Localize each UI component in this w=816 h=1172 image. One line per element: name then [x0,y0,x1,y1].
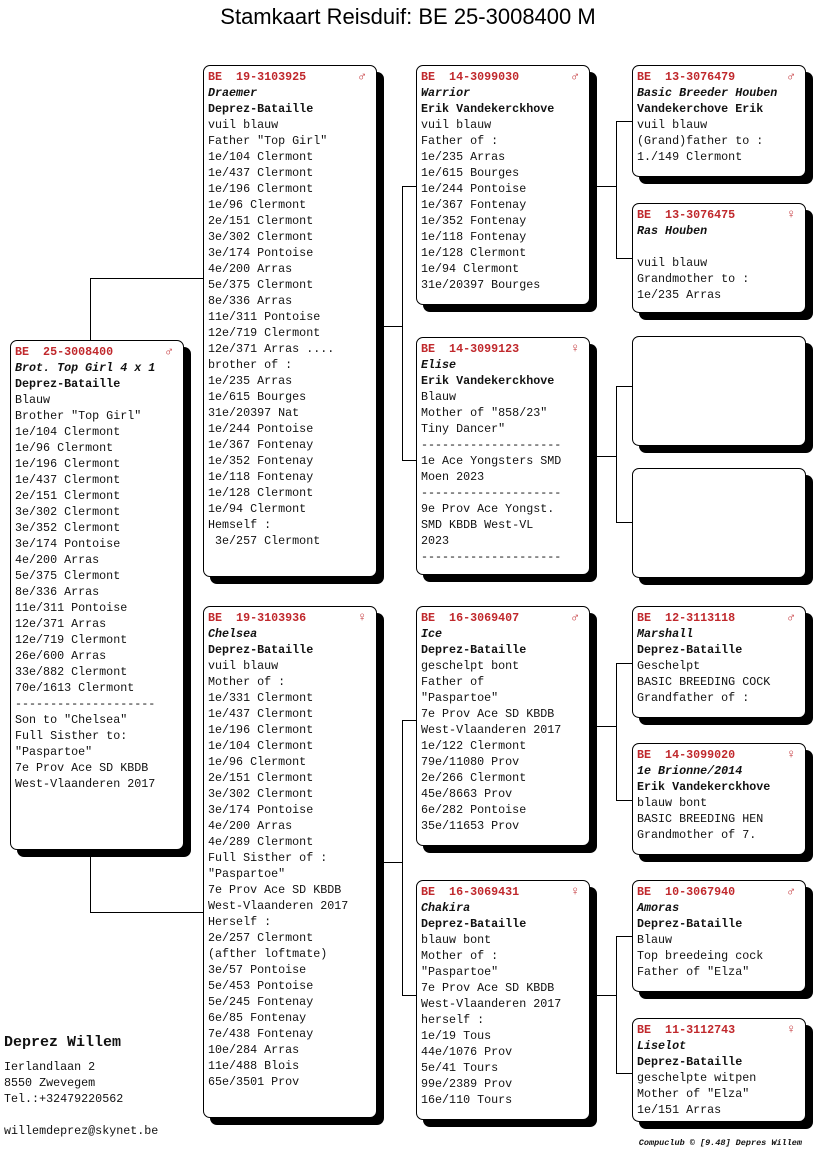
pigeon-card[interactable] [632,468,806,578]
pigeon-owner: Erik Vandekerckhove [421,102,555,116]
info-line: (Grand)father to : [637,134,764,148]
connector [616,936,632,937]
info-line: Mother of "Elza" [637,1087,750,1101]
info-line: 79e/11080 Prov [421,755,520,769]
info-line: BASIC BREEDING COCK [637,675,771,689]
info-line: 11e/311 Pontoise [15,601,128,615]
pigeon-owner: Erik Vandekerckhove [421,374,555,388]
info-line: 3e/302 Clermont [208,787,314,801]
info-line: 16e/110 Tours [421,1093,513,1107]
info-line: 3e/302 Clermont [15,505,121,519]
info-line: blauw bont [421,933,492,947]
connector [616,522,632,523]
connector [616,386,632,387]
info-line: Tiny Dancer" [421,422,506,436]
info-line: Moen 2023 [421,470,485,484]
pigeon-card[interactable] [632,203,806,313]
female-symbol-icon: ♀ [571,884,579,899]
info-line: 65e/3501 Prov [208,1075,300,1089]
female-symbol-icon: ♀ [571,341,579,356]
info-line: "Paspartoe" [15,745,93,759]
info-line: 1e/151 Arras [637,1103,722,1117]
connector [616,386,617,523]
info-line: 4e/200 Arras [208,819,293,833]
info-line: 1./149 Clermont [637,150,743,164]
connector [90,278,91,340]
pigeon-card[interactable] [10,340,184,850]
info-line: Grandmother to : [637,272,750,286]
pigeon-card[interactable] [416,606,590,846]
info-line: 1e/122 Clermont [421,739,527,753]
connector [402,186,403,461]
ring-number-row [208,69,372,85]
ring-number: BE 14-3099030 [421,70,520,84]
info-line: -------------------- [15,697,156,711]
info-line: 3e/352 Clermont [15,521,121,535]
info-line: West-Vlaanderen 2017 [15,777,156,791]
info-line: "Paspartoe" [208,867,286,881]
info-line: 6e/282 Pontoise [421,803,527,817]
info-line: 2e/151 Clermont [208,771,314,785]
info-line: 1e/96 Clermont [15,441,114,455]
info-line: 1e/118 Fontenay [208,470,314,484]
ring-number: BE 13-3076479 [637,70,736,84]
info-line: brother of : [208,358,293,372]
pigeon-name: Ras Houben [637,224,708,238]
ring-number: BE 14-3099020 [637,748,736,762]
connector [616,121,632,122]
info-line: Geschelpt [637,659,701,673]
pigeon-name: Amoras [637,901,680,915]
info-line: vuil blauw [421,118,492,132]
info-line: vuil blauw [637,118,708,132]
info-line: 1e/437 Clermont [208,166,314,180]
info-line: 7e Prov Ace SD KBDB [421,707,555,721]
info-line: 3e/174 Pontoise [208,803,314,817]
connector [616,121,617,259]
info-line: "Paspartoe" [421,691,499,705]
pigeon-owner: Deprez-Bataille [637,1055,743,1069]
info-line: -------------------- [421,550,562,564]
info-line: -------------------- [421,486,562,500]
pigeon-owner [637,239,801,255]
info-line: 1e/615 Bourges [208,390,307,404]
info-line: 7e Prov Ace SD KBDB [15,761,149,775]
info-line: 1e/235 Arras [421,150,506,164]
pigeon-card[interactable] [203,606,377,1118]
ring-number-row [637,610,801,626]
connector [616,663,632,664]
connector [402,186,416,187]
info-line: 1e/244 Pontoise [208,422,314,436]
info-line: 1e/128 Clermont [421,246,527,260]
info-line: 12e/371 Arras .... [208,342,335,356]
info-line: 7e/438 Fontenay [208,1027,314,1041]
info-line: Son to "Chelsea" [15,713,128,727]
info-line: West-Vlaanderen 2017 [421,997,562,1011]
info-line: 1e/94 Clermont [208,502,307,516]
connector [377,326,402,327]
pigeon-name: Elise [421,358,457,372]
male-symbol-icon: ♂ [165,344,173,359]
pigeon-owner: Deprez-Bataille [637,643,743,657]
info-line: Top breedeing cock [637,949,764,963]
info-line: 2e/151 Clermont [15,489,121,503]
pigeon-card[interactable] [632,880,806,992]
info-line: Blauw [15,393,51,407]
info-line: 2e/266 Clermont [421,771,527,785]
info-line: 7e Prov Ace SD KBDB [421,981,555,995]
info-line: 26e/600 Arras [15,649,107,663]
info-line: 1e/352 Fontenay [208,454,314,468]
info-line: Father of [421,675,485,689]
connector [616,800,632,801]
ring-number: BE 19-3103936 [208,611,307,625]
pigeon-owner: Deprez-Bataille [421,643,527,657]
info-line: 7e Prov Ace SD KBDB [208,883,342,897]
connector [90,278,203,279]
ring-number-row [637,1022,801,1038]
info-line: 1e/367 Fontenay [208,438,314,452]
info-line: 5e/41 Tours [421,1061,499,1075]
female-symbol-icon: ♀ [358,610,366,625]
ring-number-row [421,884,585,900]
page-title: Stamkaart Reisduif: BE 25-3008400 M [220,4,596,29]
connector [590,995,616,996]
info-line: 1e/96 Clermont [208,198,307,212]
pigeon-card[interactable] [632,743,806,855]
info-line: 2023 [421,534,450,548]
info-line: 3e/174 Pontoise [208,246,314,260]
connector [402,720,403,996]
info-line: 1e/352 Fontenay [421,214,527,228]
male-symbol-icon: ♂ [787,69,795,84]
info-line: 45e/8663 Prov [421,787,513,801]
female-symbol-icon: ♀ [787,747,795,762]
info-line: 1e/244 Pontoise [421,182,527,196]
info-line: blauw bont [637,796,708,810]
info-line: 9e Prov Ace Yongst. [421,502,555,516]
info-line: 1e/235 Arras [208,374,293,388]
info-line: 31e/20397 Nat [208,406,300,420]
ring-number-row [208,610,372,626]
info-line: 11e/311 Pontoise [208,310,321,324]
info-line: herself : [421,1013,485,1027]
info-line: (afther loftmate) [208,947,328,961]
info-line: 1e/19 Tous [421,1029,492,1043]
connector [616,936,617,1074]
info-line: 1e/96 Clermont [208,755,307,769]
breeder-phone: Tel.:+32479220562 [4,1092,124,1106]
info-line: 6e/85 Fontenay [208,1011,307,1025]
info-line: 3e/257 Clermont [208,534,321,548]
breeder-name: Deprez Willem [4,1034,122,1051]
info-line: 12e/719 Clermont [208,326,321,340]
info-line: BASIC BREEDING HEN [637,812,764,826]
info-line: Full Sisther of : [208,851,328,865]
info-line: 3e/57 Pontoise [208,963,307,977]
pigeon-name: Warrior [421,86,471,100]
pigeon-owner: Erik Vandekerckhove [637,780,771,794]
info-line: 1e/104 Clermont [15,425,121,439]
info-line: Hemself : [208,518,272,532]
pigeon-owner: Deprez-Bataille [421,917,527,931]
pigeon-owner: Vandekerchove Erik [637,102,764,116]
pigeon-owner: Deprez-Bataille [208,643,314,657]
pigeon-owner: Deprez-Bataille [15,377,121,391]
info-line: 12e/371 Arras [15,617,107,631]
connector [402,995,416,996]
ring-number: BE 16-3069407 [421,611,520,625]
info-line: Father of "Elza" [637,965,750,979]
pigeon-name: Chelsea [208,627,258,641]
info-line: Father of : [421,134,499,148]
ring-number: BE 11-3112743 [637,1023,736,1037]
ring-number-row [637,69,801,85]
info-line: 10e/284 Arras [208,1043,300,1057]
info-line: Mother of "858/23" [421,406,548,420]
info-line: 1e/235 Arras [637,288,722,302]
ring-number-row [421,341,585,357]
male-symbol-icon: ♂ [571,69,579,84]
info-line: vuil blauw [208,659,279,673]
connector [590,456,616,457]
info-line: vuil blauw [637,256,708,270]
ring-number: BE 16-3069431 [421,885,520,899]
info-line: 5e/453 Pontoise [208,979,314,993]
ring-number-row [637,207,801,223]
connector [590,726,616,727]
female-symbol-icon: ♀ [787,207,795,222]
pigeon-name: Chakira [421,901,471,915]
info-line: 1e/331 Clermont [208,691,314,705]
info-line: West-Vlaanderen 2017 [421,723,562,737]
info-line: Grandmother of 7. [637,828,757,842]
pigeon-card[interactable] [416,337,590,575]
info-line: 1e/104 Clermont [208,739,314,753]
pigeon-name: Basic Breeder Houben [637,86,778,100]
software-credit: Compuclub © [9.48] Depres Willem [638,1138,802,1148]
ring-number-row [15,344,179,360]
pigeon-name: Brot. Top Girl 4 x 1 [15,361,156,375]
info-line: 35e/11653 Prov [421,819,520,833]
info-line: 1e/94 Clermont [421,262,520,276]
info-line: 1e/196 Clermont [15,457,121,471]
male-symbol-icon: ♂ [358,69,366,84]
info-line: 1e/104 Clermont [208,150,314,164]
info-line: 1e/437 Clermont [15,473,121,487]
info-line: Full Sisther to: [15,729,128,743]
info-line: Grandfather of : [637,691,750,705]
info-line: 8e/336 Arras [15,585,100,599]
info-line: 4e/200 Arras [15,553,100,567]
info-line: 1e Ace Yongsters SMD [421,454,562,468]
info-line: 5e/375 Clermont [15,569,121,583]
ring-number: BE 25-3008400 [15,345,114,359]
info-line: Mother of : [421,949,499,963]
info-line: 11e/488 Blois [208,1059,300,1073]
info-line: 3e/174 Pontoise [15,537,121,551]
connector [90,912,203,913]
ring-number: BE 19-3103925 [208,70,307,84]
connector [616,258,632,259]
info-line: 44e/1076 Prov [421,1045,513,1059]
info-line: 12e/719 Clermont [15,633,128,647]
info-line: 4e/200 Arras [208,262,293,276]
pigeon-owner: Deprez-Bataille [637,917,743,931]
info-line: 2e/257 Clermont [208,931,314,945]
pigeon-card[interactable] [416,880,590,1120]
pigeon-owner: Deprez-Bataille [208,102,314,116]
pigeon-name: Draemer [208,86,258,100]
breeder-city: 8550 Zwevegem [4,1076,96,1090]
info-line: 1e/128 Clermont [208,486,314,500]
ring-number-row [637,747,801,763]
info-line: 70e/1613 Clermont [15,681,135,695]
breeder-email[interactable]: willemdeprez@skynet.be [4,1124,159,1138]
info-line: 3e/302 Clermont [208,230,314,244]
pigeon-card[interactable] [632,65,806,177]
pigeon-name: Liselot [637,1039,687,1053]
info-line: 31e/20397 Bourges [421,278,541,292]
ring-number: BE 13-3076475 [637,208,736,222]
pigeon-card[interactable] [416,65,590,305]
info-line: Mother of : [208,675,286,689]
connector [616,663,617,801]
info-line: Brother "Top Girl" [15,409,142,423]
male-symbol-icon: ♂ [787,884,795,899]
info-line: 1e/196 Clermont [208,182,314,196]
ring-number-row [421,69,585,85]
info-line: 4e/289 Clermont [208,835,314,849]
ring-number-row [637,884,801,900]
info-line: Blauw [421,390,457,404]
connector [90,850,91,912]
ring-number: BE 14-3099123 [421,342,520,356]
info-line: 1e/437 Clermont [208,707,314,721]
info-line: 1e/196 Clermont [208,723,314,737]
info-line: geschelpt bont [421,659,520,673]
info-line: Father "Top Girl" [208,134,328,148]
info-line: -------------------- [421,438,562,452]
info-line: 8e/336 Arras [208,294,293,308]
pigeon-card[interactable] [632,336,806,446]
connector [377,862,402,863]
info-line: 1e/367 Fontenay [421,198,527,212]
female-symbol-icon: ♀ [787,1022,795,1037]
info-line: 1e/615 Bourges [421,166,520,180]
ring-number: BE 10-3067940 [637,885,736,899]
pigeon-card[interactable] [203,65,377,577]
ring-number: BE 12-3113118 [637,611,736,625]
pigeon-card[interactable] [632,1018,806,1122]
info-line: 5e/375 Clermont [208,278,314,292]
info-line: SMD KBDB West-VL [421,518,534,532]
connector [590,186,616,187]
breeder-address: Ierlandlaan 2 [4,1060,96,1074]
info-line: West-Vlaanderen 2017 [208,899,349,913]
male-symbol-icon: ♂ [571,610,579,625]
info-line: Blauw [637,933,673,947]
info-line: 33e/882 Clermont [15,665,128,679]
info-line: 1e/118 Fontenay [421,230,527,244]
pigeon-name: 1e Brionne/2014 [637,764,743,778]
male-symbol-icon: ♂ [787,610,795,625]
pigeon-card[interactable] [632,606,806,718]
info-line: vuil blauw [208,118,279,132]
ring-number-row [421,610,585,626]
info-line: 5e/245 Fontenay [208,995,314,1009]
pigeon-name: Marshall [637,627,694,641]
info-line: 99e/2389 Prov [421,1077,513,1091]
info-line: geschelpte witpen [637,1071,757,1085]
info-line: 2e/151 Clermont [208,214,314,228]
pigeon-name: Ice [421,627,443,641]
connector [616,1073,632,1074]
connector [402,460,416,461]
info-line: Herself : [208,915,272,929]
connector [402,720,416,721]
info-line: "Paspartoe" [421,965,499,979]
